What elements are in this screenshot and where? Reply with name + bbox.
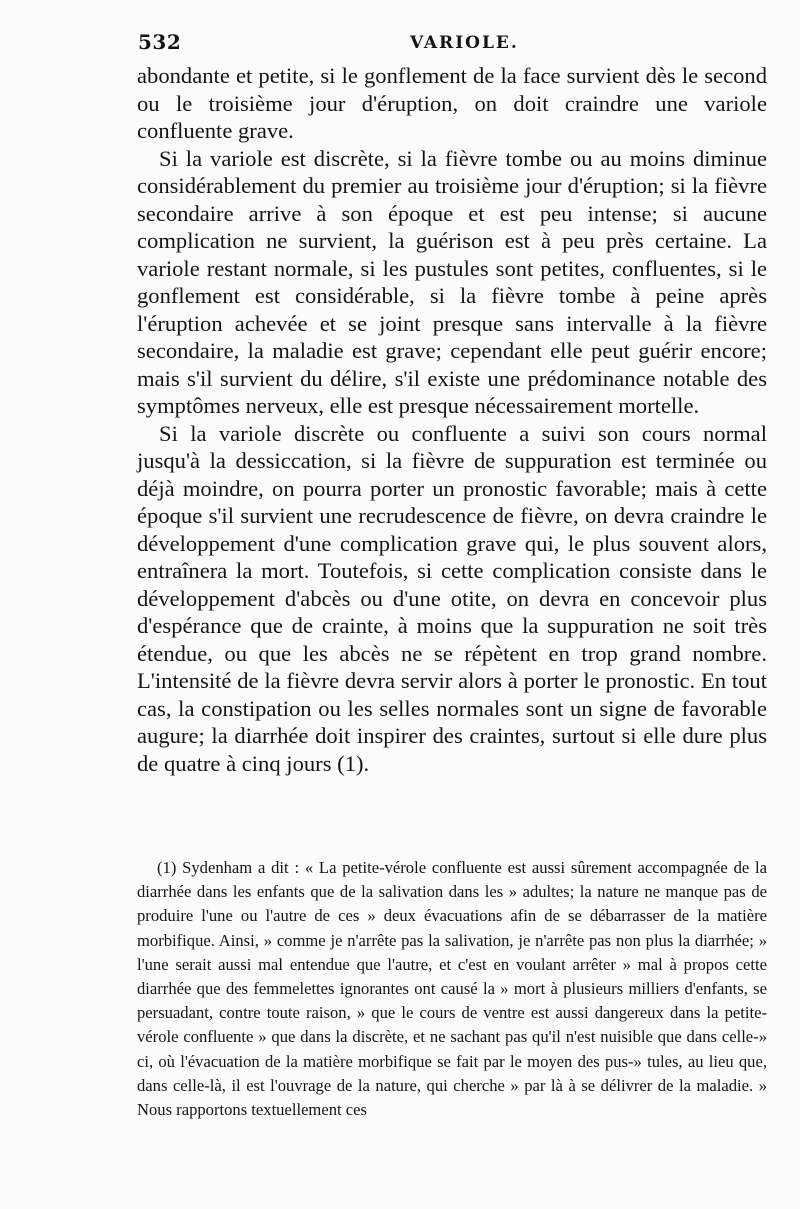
paragraph: Si la variole est discrète, si la fièvre tombe ou au moins diminue considérablement du premier au troisième jour d'éruption; si la fièvre secondaire arrive à son époque et est peu intense; si aucune complication ne survient, la guérison est à peu près certaine. La variole restant normale, si les pustules sont petites, confluentes, si le gonflement est considérable, si la fièvre tombe à peine après l'éruption achevée et se joint presque sans intervalle à la fièvre secondaire, la maladie est grave; cependant elle peut guérir encore; mais s'il survient du délire, s'il existe une prédominance notable des symptômes nerveux, elle est presque nécessairement mortelle. bbox=[137, 145, 767, 418]
footnote: (1) Sydenham a dit : « La petite-vérole confluente est aussi sûrement accompagnée de la diarrhée dans les enfants que de la salivation dans les » adultes; la nature ne manque pas de produire l'une ou l'autre de ces » deux évacuations afin de se débarrasser de la matière morbifique. Ainsi, » comme je n'arrête pas la salivation, je n'arrête pas non plus la diarrhée; » l'une serait aussi mal entendue que l'autre, et c'est en voulant arrêter » mal à propos cette diarrhée que des femmelettes ignorantes ont causé la » mort à plusieurs milliers d'enfants, se persuadant, contre toute raison, » que le cours de ventre est aussi dangereux dans la petite-vérole confluente » que dans la discrète, et ne sachant pas qu'il n'est nuisible que dans celle-» ci, où l'évacuation de la matière morbifique se fait par le moyen des pus-» tules, au lieu que, dans celle-là, il est l'ouvrage de la nature, qui cherche » par là à se délivrer de la maladie. » Nous rapportons textuellement ces bbox=[137, 858, 767, 1120]
footnote-area bbox=[137, 856, 767, 1122]
running-title: VARIOLE. bbox=[410, 33, 519, 53]
paragraph-continuation: abondante et petite, si le gonflement de la face survient dès le second ou le troisième jour d'éruption, on doit craindre une variole confluente grave. bbox=[137, 63, 767, 143]
page-header bbox=[138, 30, 748, 60]
paragraph: Si la variole discrète ou confluente a suivi son cours normal jusqu'à la dessiccation, si la fièvre de suppuration est terminée ou déjà moindre, on pourra porter un pronostic favorable; mais à cette époque s'il survient une recrudescence de fièvre, on devra craindre le développement d'une complication grave qui, le plus souvent alors, entraînera la mort. Toutefois, si cette complication consiste dans le développement d'abcès ou d'une otite, on devra en concevoir plus d'espérance que de crainte, à moins que la suppuration ne soit très étendue, ou que les abcès ne se répètent en trop grand nombre. L'intensité de la fièvre devra servir alors à porter le pronostic. En tout cas, la constipation ou les selles normales sont un signe de favorable augure; la diarrhée doit inspirer des craintes, surtout si elle dure plus de quatre à cinq jours (1). bbox=[137, 420, 767, 776]
main-text bbox=[137, 62, 767, 777]
page-number: 532 bbox=[138, 30, 182, 54]
